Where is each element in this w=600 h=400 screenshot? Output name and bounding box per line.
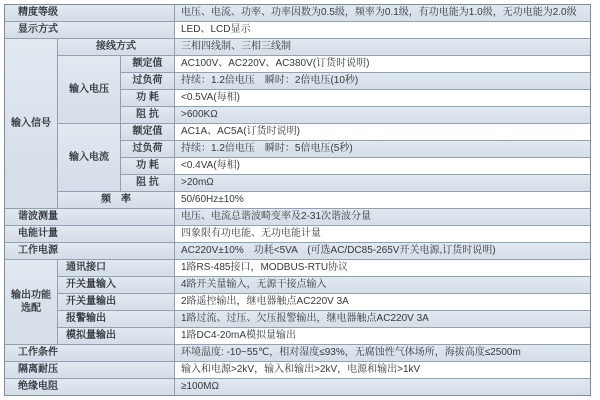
row-frequency-label: 频 率 [58,192,174,208]
row-comm-label: 通讯接口 [58,260,174,276]
row-isolation-label: 隔离耐压 [5,362,174,378]
group-output-options-label: 输出功能选配 [5,260,57,344]
row-harmonics-label: 谐波测量 [5,209,174,225]
row-voltage-impedance-label: 阻 抗 [121,107,174,123]
row-frequency-value: 50/60Hz±10% [175,192,590,208]
row-current-consumption-label: 功 耗 [121,158,174,174]
row-voltage-rated-value: AC100V、AC220V、AC380V(订货时说明) [175,56,590,72]
row-current-overload-value: 持续：1.2倍电压 瞬时：5倍电压(5秒) [175,141,590,157]
row-wiring-value: 三相四线制、三相三线制 [175,39,590,55]
row-di-label: 开关量输入 [58,277,174,293]
row-current-impedance-value: >20mΩ [175,175,590,191]
row-current-impedance-label: 阻 抗 [121,175,174,191]
row-conditions-value: 环境温度: -10~55℃，相对湿度≤93%，无腐蚀性气体场所，海拔高度≤2500m [175,345,590,361]
row-insulation-label: 绝缘电阻 [5,379,174,395]
group-input-voltage-label: 输入电压 [58,56,120,123]
row-voltage-consumption-value: <0.5VA(每相) [175,90,590,106]
row-voltage-impedance-value: >600KΩ [175,107,590,123]
row-harmonics-value: 电压、电流总谐波畸变率及2-31次谐波分量 [175,209,590,225]
row-voltage-rated-label: 额定值 [121,56,174,72]
row-voltage-overload-label: 过负荷 [121,73,174,89]
row-isolation-value: 输入和电源>2kV，输入和输出>2kV，电源和输出>1kV [175,362,590,378]
row-current-overload-label: 过负荷 [121,141,174,157]
row-comm-value: 1路RS-485接口，MODBUS-RTU协议 [175,260,590,276]
row-voltage-overload-value: 持续：1.2倍电压 瞬时：2倍电压(10秒) [175,73,590,89]
row-power-supply-label: 工作电源 [5,243,174,259]
row-energy-value: 四象限有功电能、无功电能计量 [175,226,590,242]
row-alarm-label: 报警输出 [58,311,174,327]
row-current-rated-value: AC1A、AC5A(订货时说明) [175,124,590,140]
row-ao-value: 1路DC4-20mA模拟量输出 [175,328,590,344]
spec-sheet [4,4,591,396]
row-energy-label: 电能计量 [5,226,174,242]
row-wiring-label: 接线方式 [58,39,174,55]
row-power-supply-value: AC220V±10% 功耗<5VA (可选AC/DC85-265V开关电源,订货时说明) [175,243,590,259]
row-voltage-consumption-label: 功 耗 [121,90,174,106]
group-input-signal-label: 输入信号 [5,39,57,208]
row-accuracy-label: 精度等级 [5,5,174,21]
row-display-label: 显示方式 [5,22,174,38]
row-insulation-value: ≥100MΩ [175,379,590,395]
row-do-label: 开关量输出 [58,294,174,310]
row-accuracy-value: 电压、电流、功率、功率因数为0.5级，频率为0.1级，有功电能为1.0级，无功电能为2.0级 [175,5,590,21]
row-do-value: 2路遥控输出，继电器触点AC220V 3A [175,294,590,310]
row-current-rated-label: 额定值 [121,124,174,140]
row-current-consumption-value: <0.4VA(每相) [175,158,590,174]
row-di-value: 4路开关量输入，无源干接点输入 [175,277,590,293]
row-display-value: LED、LCD显示 [175,22,590,38]
spec-table [4,4,591,396]
row-alarm-value: 1路过流、过压、欠压报警输出，继电器触点AC220V 3A [175,311,590,327]
row-ao-label: 模拟量输出 [58,328,174,344]
row-conditions-label: 工作条件 [5,345,174,361]
group-input-current-label: 输入电流 [58,124,120,191]
